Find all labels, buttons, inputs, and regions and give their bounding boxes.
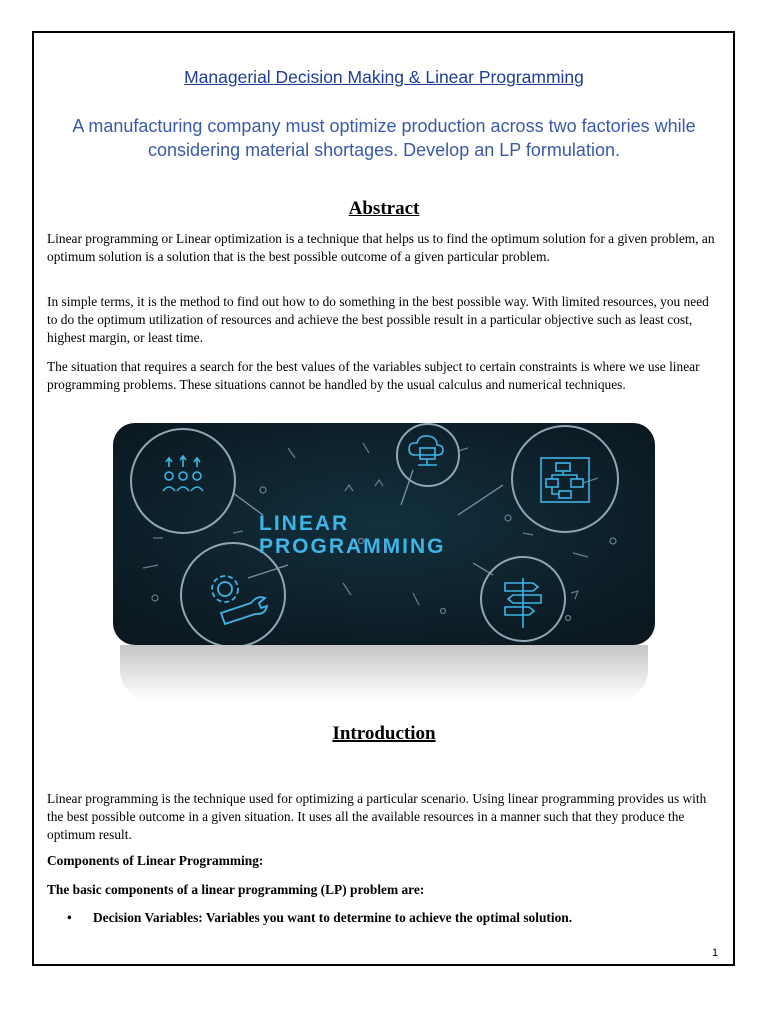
- abstract-heading: Abstract: [348, 198, 420, 219]
- components-intro: The basic components of a linear programming (LP) problem are:: [47, 882, 425, 897]
- page-number: 1: [712, 947, 719, 959]
- introduction-heading: Introduction: [332, 723, 436, 744]
- abstract-paragraph: The situation that requires a search for the best values of the variables subject to certain constraints is where we use linear programming problems. These situations cannot be handled by the usual calculus and numerical techniques.: [47, 359, 700, 392]
- introduction-paragraph: Linear programming is the technique used for optimizing a particular scenario. Using linear programming provides us with the best possible outcome in a given situation. It uses all the available resources in a manner such that they produce the optimum result.: [47, 791, 707, 842]
- components-heading: Components of Linear Programming:: [47, 853, 264, 868]
- banner-title-line2: PROGRAMMING: [259, 535, 446, 558]
- document-title: Managerial Decision Making & Linear Programming: [184, 67, 584, 87]
- banner-reflection: [120, 645, 648, 700]
- bullet-text: Decision Variables: Variables you want to determine to achieve the optimal solution.: [93, 910, 573, 925]
- abstract-paragraph: Linear programming or Linear optimization is a technique that helps us to find the optimum solution for a given problem, an optimum solution is a solution that is the best possible outcome of a given particular problem.: [47, 231, 715, 264]
- banner-title-line1: LINEAR: [259, 512, 350, 535]
- bullet-symbol: •: [67, 910, 72, 925]
- linear-programming-banner: [113, 423, 655, 645]
- abstract-paragraph: In simple terms, it is the method to find out how to do something in the best possible way. With limited resources, you need to do the optimum utilization of resources and achieve the best possible result in a particular objective such as least cost, highest margin, or least time.: [47, 294, 709, 345]
- document-subtitle: A manufacturing company must optimize production across two factories while considering material shortages. Develop an LP formulation.: [72, 116, 696, 160]
